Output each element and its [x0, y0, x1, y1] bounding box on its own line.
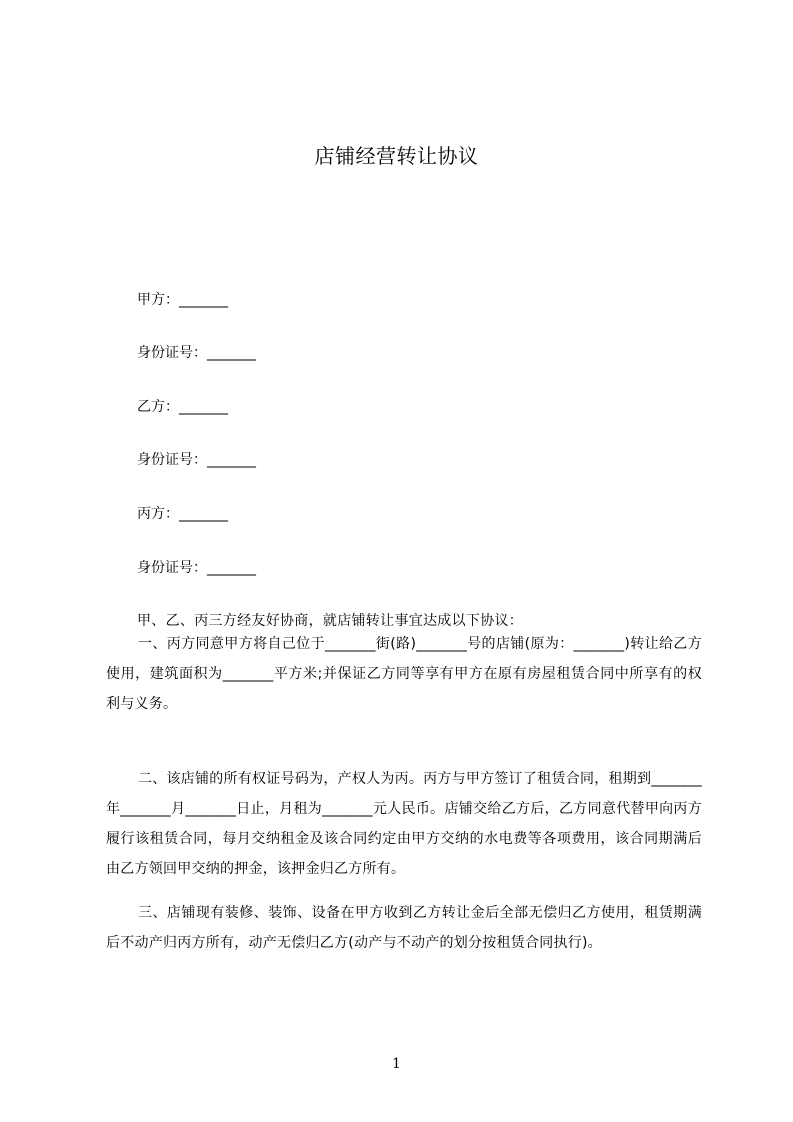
clause-1: 一、丙方同意甲方将自己位于_______街(路)_______号的店铺(原为：_______)转让给乙方使用，建筑面积为_______平方米;并保证乙方同等享有甲方在原有房屋租赁合同中所享有的权利与义务。 — [106, 636, 702, 712]
party-c-id-field: 身份证号：_______ — [137, 560, 256, 576]
document-title: 店铺经营转让协议 — [314, 144, 479, 168]
page-number: 1 — [392, 1056, 401, 1072]
clause-3: 三、店铺现有装修、装饰、设备在甲方收到乙方转让金后全部无偿归乙方使用，租赁期满后不动产归丙方所有，动产无偿归乙方(动产与不动产的划分按租赁合同执行)。 — [106, 905, 702, 951]
clause-2: 二、该店铺的所有权证号码为，产权人为丙。丙方与甲方签订了租赁合同，租期到_______年_______月_______日止，月租为_______元人民币。店铺交给乙方后，乙方同意代替甲向丙方履行该租赁合同，每月交纳租金及该合同约定由甲方交纳的水电费等各项费用，该合同期满后由乙方领回甲交纳的押金，该押金归乙方所有。 — [106, 771, 702, 877]
party-a-field: 甲方：_______ — [137, 292, 228, 308]
party-c-field: 丙方：_______ — [137, 506, 228, 522]
agreement-intro: 甲、乙、丙三方经友好协商，就店铺转让事宜达成以下协议： — [137, 613, 524, 629]
party-b-id-field: 身份证号：_______ — [137, 452, 256, 468]
party-a-id-field: 身份证号：_______ — [137, 345, 256, 361]
party-b-field: 乙方：_______ — [137, 399, 228, 415]
